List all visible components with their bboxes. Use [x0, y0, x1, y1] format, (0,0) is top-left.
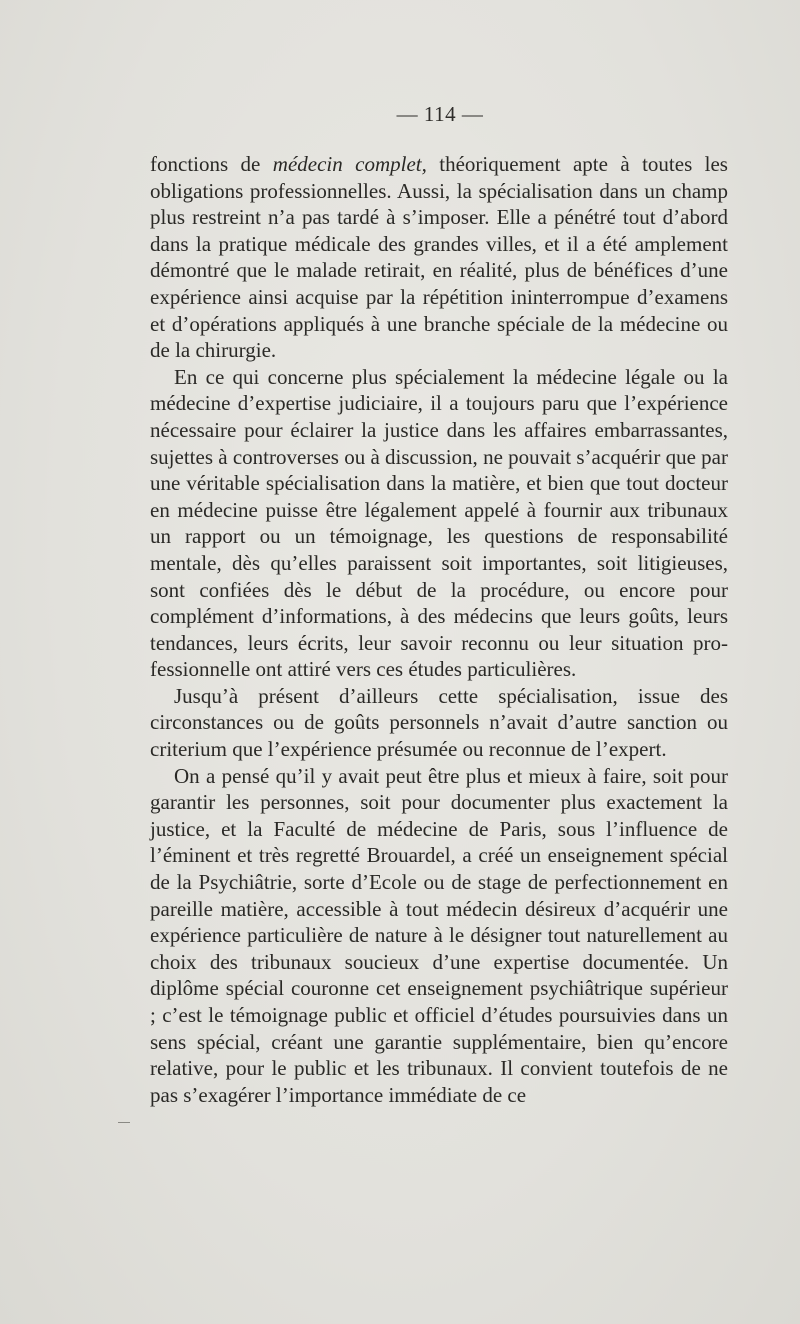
page-number: — 114 — — [396, 102, 484, 126]
paragraph-4: On a pensé qu’il y avait peut être plus et mieux à faire, soit pour garantir les personnes, soit pour documenter plus exactement la justice, et la Faculté de médecine de Paris, sous l’influence de l’éminent et très regretté Brouardel, a créé un enseignement spécial de la Psychiâtrie, sorte d’Ecole ou de stage de perfectionnement en pareille matière, accessible à tout médecin désireux d’acquérir une expérience particulière de nature à le désigner tout naturellement au choix des tribunaux soucieux d’une expertise documentée. Un diplôme spécial couronne cet enseignement psychiâtrique supérieur ; c’est le témoignage public et officiel d’études poursuivies dans un sens spécial, créant une garantie supplémentaire, bien qu’encore relative, pour le public et les tribunaux. Il convient toutefois de ne pas s’exagérer l’importance immédiate de ce — [150, 763, 728, 1107]
paragraph-1-rest: théoriquement apte à toutes les obligations professionnelles. Aussi, la spécialisation dans un champ plus restreint n’a pas tardé à s’imposer. Elle a pénétré tout d’abord dans la pratique médicale des grandes villes, et il a été amplement démontré que le malade retirait, en réalité, plus de bénéfices d’une expérience ainsi acquise par la répétition ininterrompue d’examens et d’opérations appliqués à une branche spéciale de la médecine ou de la chirurgie. — [150, 152, 728, 363]
paragraph-1-emphasis: médecin complet, — [272, 152, 427, 176]
paragraph-1-lead: fonctions de — [150, 152, 273, 176]
margin-mark — [118, 1122, 130, 1123]
paragraph-2: En ce qui concerne plus spécialement la médecine légale ou la médecine d’expertise judiciaire, il a toujours paru que l’expérience nécessaire pour éclairer la justice dans les affaires embarrassantes, sujettes à controverses ou à discussion, ne pouvait s’acquérir que par une véritable spécialisation dans la matière, et bien que tout docteur en médecine puisse être légalement appelé à fournir aux tribunaux un rapport ou un témoignage, les questions de responsabilité mentale, dès qu’elles paraissent soit importantes, soit litigieuses, sont confiées dès le début de la procédure, ou encore pour complément d’informations, à des médecins que leurs goûts, leurs tendances, leurs écrits, leur savoir reconnu ou leur situation professionnelle ont attiré vers ces études particulières. — [150, 364, 728, 682]
paragraph-1 — [150, 151, 728, 364]
paragraph-3: Jusqu’à présent d’ailleurs cette spécialisation, issue des circonstances ou de goûts personnels n’avait d’autre sanction ou criterium que l’expérience présumée ou reconnue de l’expert. — [150, 683, 728, 762]
body-text — [150, 151, 728, 1108]
